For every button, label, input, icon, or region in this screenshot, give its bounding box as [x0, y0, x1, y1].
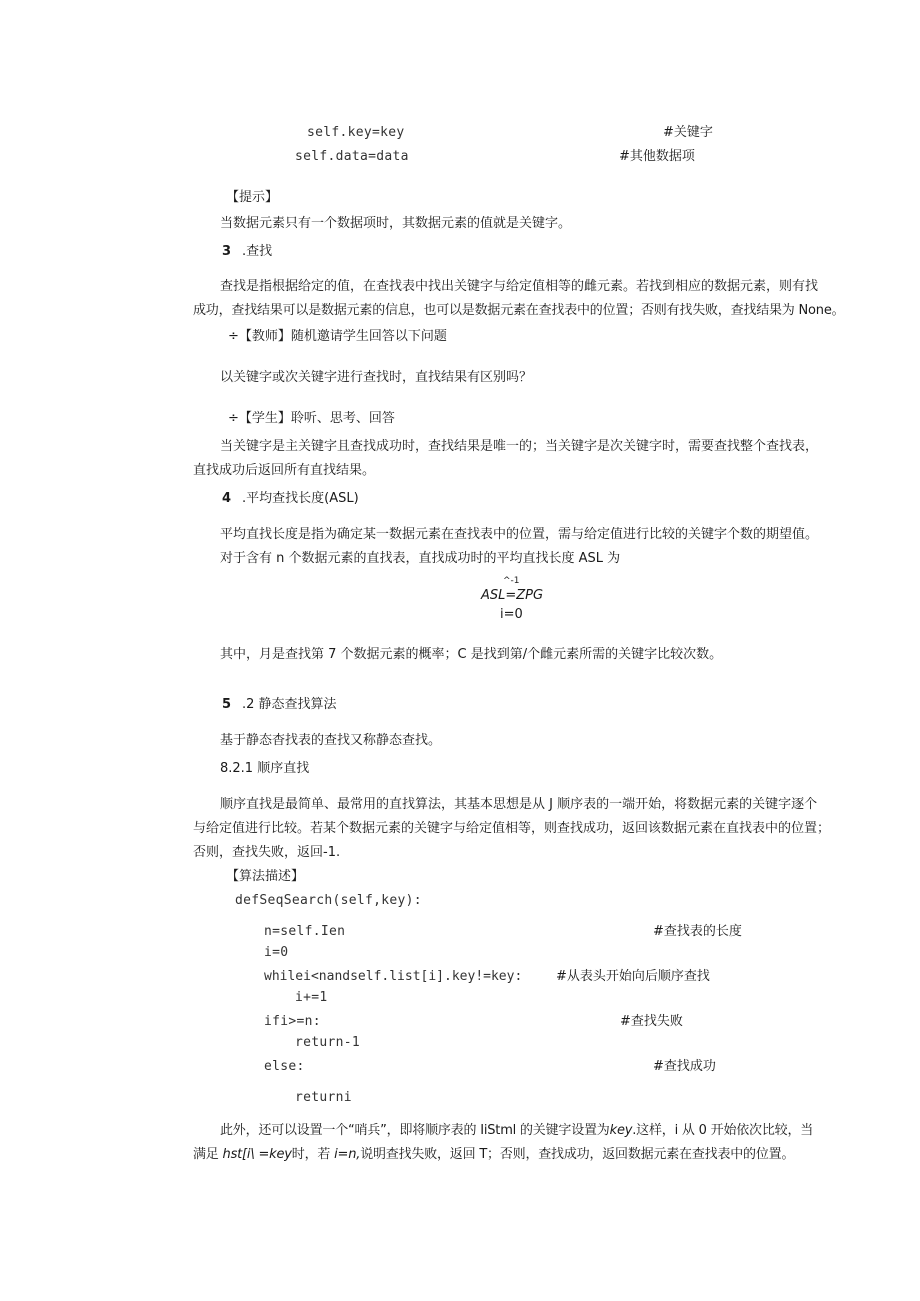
formula-upper-limit: ^-1 — [503, 576, 520, 586]
answer-line-1: 当关键字是主关键字且查找成功时，查找结果是唯一的；当关键字是次关键字时，需要查找整个查找表， — [220, 439, 819, 454]
algorithm-line-2: i=0 — [264, 945, 289, 960]
formula-lower-limit: i=0 — [500, 607, 523, 622]
code-comment-data: #其他数据项 — [619, 149, 695, 164]
formula-main: ASL=ZPG — [481, 588, 544, 603]
section-4-title: .平均查找长度(ASL) — [242, 491, 359, 506]
algorithm-comment-5: #查找失败 — [620, 1014, 683, 1029]
closing-expression-1: hst[i\ =key — [222, 1147, 292, 1162]
tip-heading: 【提示】 — [226, 190, 279, 205]
closing-expression-2: i=n, — [334, 1147, 361, 1162]
teacher-prompt: ÷【教师】随机邀请学生回答以下问题 — [228, 329, 447, 344]
subsection-title: 8.2.1 顺序直找 — [220, 761, 310, 776]
algorithm-line-3: whilei<nandself.list[i].key!=key: — [264, 969, 523, 984]
section-5-paragraph-line-2: 与给定值进行比较。若某个数据元素的关键字与给定值相等，则查找成功，返回该数据元素在直找表中的位置； — [193, 821, 831, 836]
answer-line-2: 直找成功后返回所有直找结果。 — [193, 463, 376, 478]
section-3-number: 3 — [222, 244, 232, 259]
section-3-title: .查找 — [242, 244, 273, 259]
closing-line-2-start: 满足 — [193, 1147, 219, 1162]
section-5-title: .2 静态查找算法 — [242, 697, 337, 712]
section-3-paragraph-line-1: 查找是指根据给定的值，在查找表中找出关键字与给定值相等的雌元素。若找到相应的数据元素，则有找 — [220, 279, 819, 294]
closing-key-term: key — [609, 1123, 633, 1138]
section-5-paragraph-line-3: 否则，查找失败，返回-1. — [193, 845, 341, 860]
algorithm-line-4: i+=1 — [295, 990, 328, 1005]
algorithm-line-7: else: — [264, 1059, 305, 1074]
algorithm-line-6: return-1 — [295, 1035, 361, 1050]
closing-line-2-end: 说明查找失败，返回 T；否则，查找成功，返回数据元素在查找表中的位置。 — [360, 1147, 795, 1162]
tip-text: 当数据元素只有一个数据项时，其数据元素的值就是关键字。 — [220, 216, 572, 231]
code-line-data: self.data=data — [295, 149, 409, 164]
closing-line-2 — [193, 1146, 794, 1164]
algorithm-heading: 【算法描述】 — [226, 869, 305, 884]
algorithm-line-8: returni — [295, 1090, 352, 1105]
code-line-key: self.key=key — [307, 125, 405, 140]
closing-line-1-end: .这样，i 从 0 开始依次比较，当 — [632, 1123, 814, 1138]
closing-line-1 — [220, 1122, 813, 1140]
algorithm-line-5: ifi>=n: — [264, 1014, 321, 1029]
question-text: 以关键字或次关键字进行查找时，直找结果有区别吗？ — [220, 370, 533, 385]
code-comment-key: #关键字 — [663, 125, 713, 140]
section-5-paragraph-line-1: 顺序直找是最简单、最常用的直找算法，其基本思想是从 J 顺序表的一端开始，将数据元素的关键字逐个 — [220, 797, 818, 812]
section-5-number: 5 — [222, 697, 232, 712]
algorithm-comment-1: #查找表的长度 — [653, 924, 742, 939]
section-4-paragraph-line-2: 对于含有 n 个数据元素的直找表，直找成功时的平均直找长度 ASL 为 — [220, 551, 621, 566]
student-prompt: ÷【学生】聆听、思考、回答 — [228, 411, 395, 426]
section-3-paragraph-line-2: 成功，查找结果可以是数据元素的信息，也可以是数据元素在查找表中的位置；否则有找失败，查找结果为 None。 — [193, 303, 845, 318]
section-4-paragraph-line-1: 平均直找长度是指为确定某一数据元素在查找表中的位置，需与给定值进行比较的关键字个数的期望值。 — [220, 527, 819, 542]
algorithm-def-line: defSeqSearch(self,key): — [235, 893, 422, 908]
formula-explanation: 其中，月是查找第 7 个数据元素的概率；C 是找到第/个雌元素所需的关键字比较次数。 — [220, 647, 723, 662]
algorithm-comment-3: #从表头开始向后顺序查找 — [556, 969, 710, 984]
section-5-intro: 基于静态杳找表的查找又称静态查找。 — [220, 733, 442, 748]
section-4-number: 4 — [222, 491, 232, 506]
algorithm-comment-7: #查找成功 — [653, 1059, 716, 1074]
closing-line-2-middle: 时，若 — [291, 1147, 331, 1162]
closing-line-1-start: 此外，还可以设置一个“哨兵”，即将顺序表的 IiStml 的关键字设置为 — [220, 1123, 610, 1138]
algorithm-line-1: n=self.Ien — [264, 924, 346, 939]
